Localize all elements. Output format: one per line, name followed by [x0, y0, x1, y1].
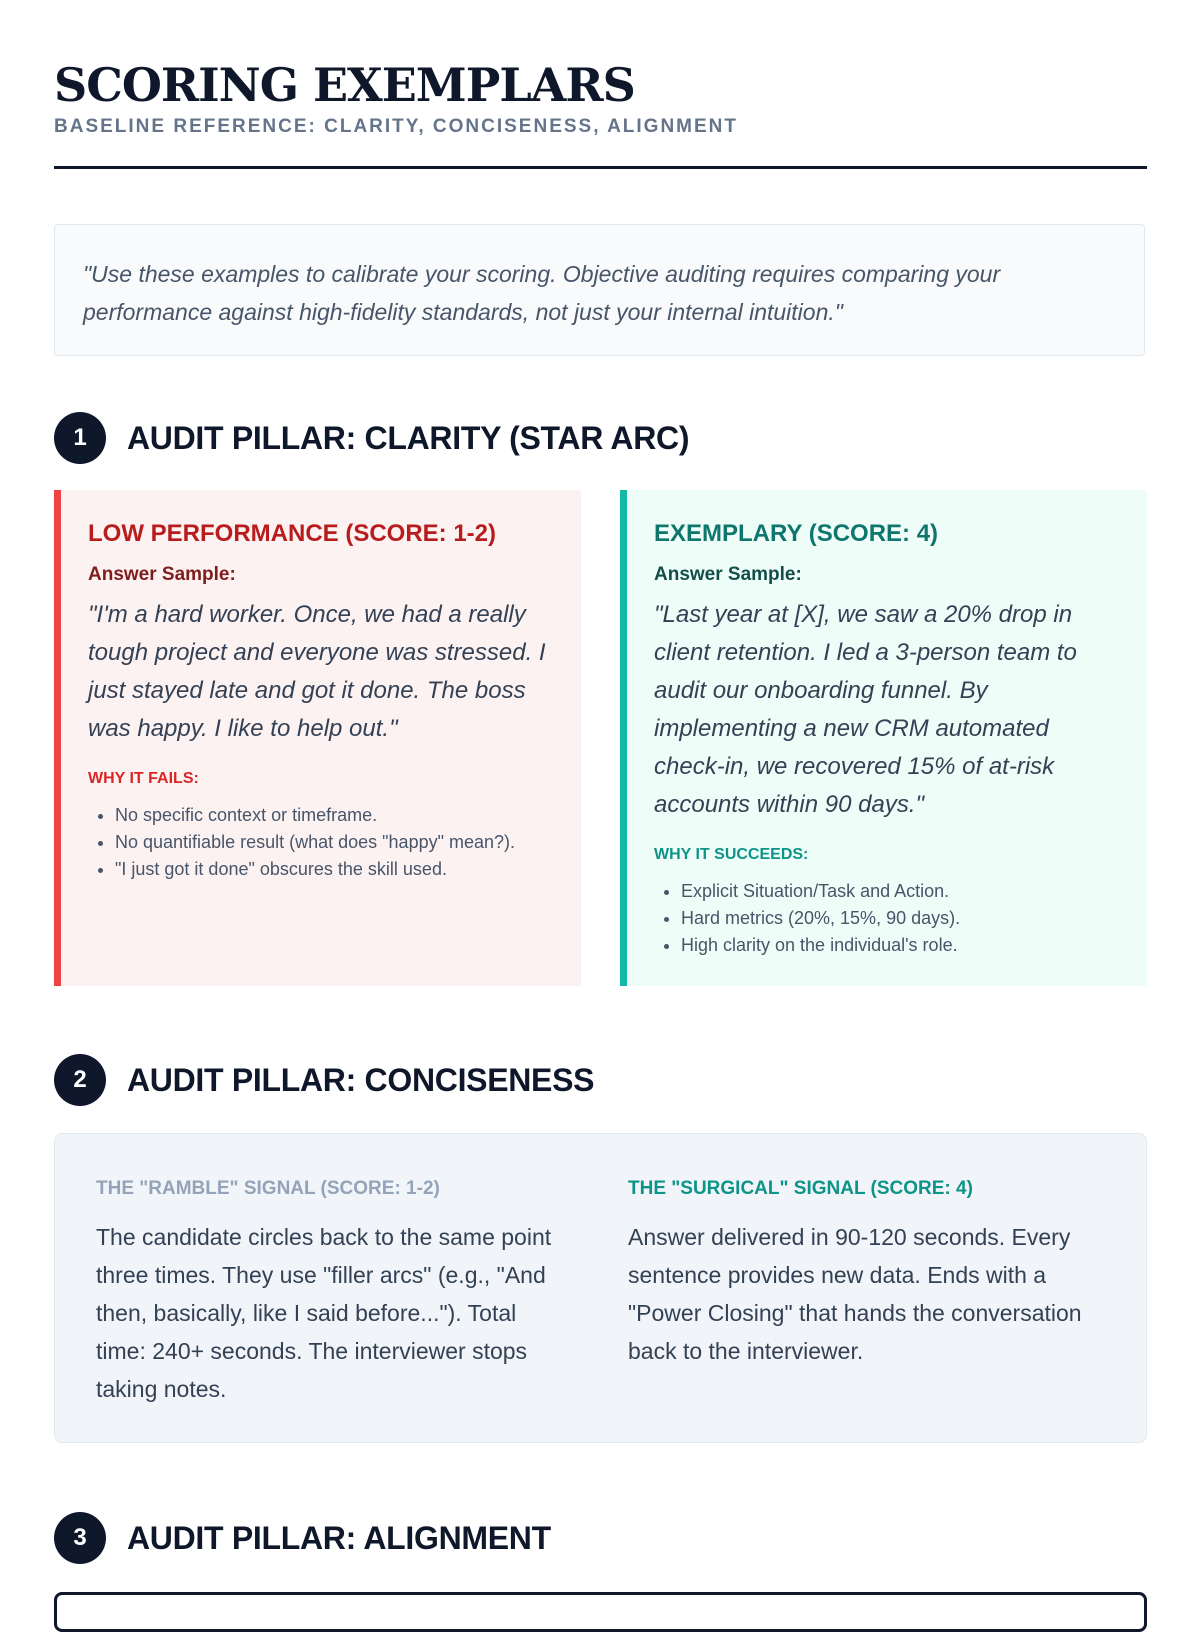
why-label: WHY IT SUCCEEDS:: [654, 846, 809, 863]
exemplary-card: [620, 490, 1147, 986]
column-text: The candidate circles back to the same point three times. They use "filler arcs" (e.g., "And then, basically, like I said before..."). Total time: 240+ seconds. The interviewer stops taking notes.: [96, 1224, 552, 1402]
low-performance-card: [54, 490, 581, 986]
section-number-badge: 2: [54, 1054, 106, 1106]
list-item: • No specific context or timeframe.: [115, 802, 555, 829]
conciseness-comparison-box: [54, 1133, 1147, 1443]
list-item: • High clarity on the individual's role.: [681, 932, 1121, 959]
page-title: SCORING EXEMPLARS: [54, 58, 635, 112]
reason-list: [88, 802, 555, 883]
section-title: AUDIT PILLAR: CLARITY (STAR ARC): [127, 419, 690, 456]
list-item: • Hard metrics (20%, 15%, 90 days).: [681, 905, 1121, 932]
column-title: THE "RAMBLE" SIGNAL (SCORE: 1-2): [96, 1178, 440, 1199]
card-title: EXEMPLARY (SCORE: 4): [654, 520, 939, 547]
column-text: Answer delivered in 90-120 seconds. Every sentence provides new data. Ends with a "Power Closing" that hands the conversation back to the interviewer.: [628, 1224, 1082, 1364]
ramble-signal-column: [96, 1178, 566, 1408]
page-subtitle: BASELINE REFERENCE: CLARITY, CONCISENESS, ALIGNMENT: [54, 116, 739, 137]
list-item: • Explicit Situation/Task and Action.: [681, 878, 1121, 905]
intro-quote: "Use these examples to calibrate your scoring. Objective auditing requires comparing your performance against high-fidelity standards, not just your internal intuition.": [83, 261, 1001, 325]
section-heading-clarity: [54, 411, 689, 465]
sample-label: Answer Sample:: [654, 564, 802, 585]
column-title: THE "SURGICAL" SIGNAL (SCORE: 4): [628, 1178, 973, 1199]
list-item: • No quantifiable result (what does "happy" mean?).: [115, 829, 555, 856]
sample-label: Answer Sample:: [88, 564, 236, 585]
alignment-box: [54, 1592, 1147, 1632]
list-item: • "I just got it done" obscures the skill used.: [115, 856, 555, 883]
why-label: WHY IT FAILS:: [88, 770, 199, 787]
intro-quote-box: [54, 224, 1145, 356]
section-heading-conciseness: [54, 1053, 594, 1107]
surgical-signal-column: [628, 1178, 1098, 1370]
card-title: LOW PERFORMANCE (SCORE: 1-2): [88, 520, 496, 547]
title-divider: [54, 166, 1147, 169]
section-title: AUDIT PILLAR: CONCISENESS: [127, 1061, 595, 1098]
section-heading-alignment: [54, 1511, 551, 1565]
section-number-badge: 3: [54, 1512, 106, 1564]
answer-sample: "I'm a hard worker. Once, we had a really tough project and everyone was stressed. I just stayed late and got it done. The boss was happy. I like to help out.": [88, 601, 546, 742]
section-number-badge: 1: [54, 412, 106, 464]
answer-sample: "Last year at [X], we saw a 20% drop in client retention. I led a 3-person team to audit our onboarding funnel. By implementing a new CRM automated check-in, we recovered 15% of at-risk accounts within 90 days.": [654, 601, 1077, 818]
reason-list: [654, 878, 1121, 959]
section-title: AUDIT PILLAR: ALIGNMENT: [127, 1519, 551, 1556]
